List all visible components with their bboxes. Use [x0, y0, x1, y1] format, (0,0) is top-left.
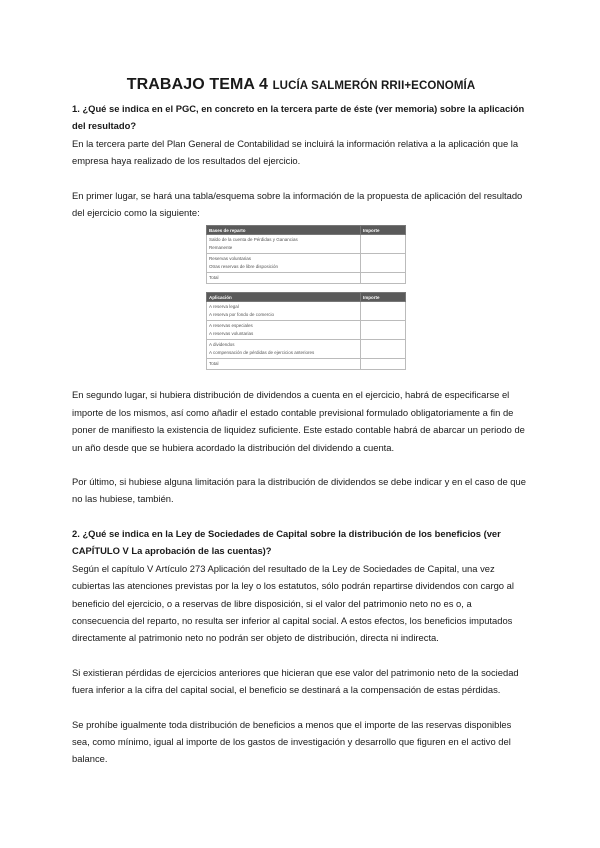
table-row: [207, 340, 406, 359]
table1-header-0: Bases de reparto: [207, 226, 361, 235]
table-row: [207, 254, 406, 273]
q1-paragraph-1: En la tercera parte del Plan General de Contabilidad se incluirá la información relativa a la aplicación que la empresa haya realizado de los resultados del ejercicio.: [72, 137, 519, 167]
q1-paragraph-2: En primer lugar, se hará una tabla/esquema sobre la información de la propuesta de aplicación del resultado del ejercicio como la siguiente:: [72, 189, 523, 219]
table2-cell: A reserva por fondo de comercio: [209, 312, 275, 318]
question-2-number: 2.: [72, 527, 80, 539]
question-1: [72, 100, 530, 135]
question-2-text: ¿Qué se indica en la Ley de Sociedades de Capital sobre la distribución de los beneficios (ver CAPÍTULO V La aprobación de las cuentas)?: [72, 527, 501, 557]
q1-paragraph-4: Por último, si hubiese alguna limitación para la distribución de dividendos se debe indicar y en el caso de que no las hubiese, también.: [72, 476, 526, 505]
table1-cell: Reservas voluntarias: [209, 256, 252, 262]
question-2: [72, 525, 530, 560]
table2-header-1: Importe: [361, 293, 406, 302]
table-row: [207, 321, 406, 340]
figure-tables: [206, 225, 406, 370]
table-row: [207, 302, 406, 321]
table2-cell: A compensación de pérdidas de ejercicios anteriores: [209, 350, 315, 356]
question-1-number: 1.: [72, 103, 80, 114]
table1-cell: Saldo de la cuenta de Pérdidas y Ganancias: [209, 237, 298, 243]
table2-total: Total: [209, 361, 219, 367]
table-aplicacion: [206, 292, 406, 370]
q2-paragraph-1: Según el capítulo V Artículo 273 Aplicación del resultado de la Ley de Sociedades de Capital, una vez cubiertas las atenciones previstas por la ley o los estatutos, sólo podrán repartirse dividendos con cargo al beneficio del ejercicio, o a reservas de libre disposición, si el valor del patrimonio neto no es o, a consecuencia del reparto, no resulta ser inferior al capital social. A estos efectos, los beneficios imputados directamente al patrimonio neto no podrán ser objeto de distribución, directa ni indirecta.: [72, 562, 514, 644]
table1-header-1: Importe: [361, 226, 406, 235]
table1-cell: Otras reservas de libre disposición: [209, 264, 279, 270]
table-row: [207, 273, 406, 284]
table2-cell: A reservas especiales: [209, 323, 253, 329]
table2-cell: A reserva legal: [209, 304, 239, 310]
document-page: [72, 76, 530, 768]
document-title: [72, 76, 530, 94]
table-bases-reparto: [206, 225, 406, 284]
table1-total: Total: [209, 275, 219, 281]
table1-cell: Remanente: [209, 245, 233, 251]
title-author: LUCÍA SALMERÓN RRII+ECONOMÍA: [272, 80, 476, 92]
table2-cell: A reservas voluntarias: [209, 331, 254, 337]
table2-header-0: Aplicación: [207, 293, 361, 302]
table2-cell: A dividendos: [209, 342, 235, 348]
table-row: [207, 235, 406, 254]
q1-paragraph-3: En segundo lugar, si hubiera distribución de dividendos a cuenta en el ejercicio, habrá de especificarse el importe de los mismos, así como añadir el estado contable previsional formulado obligatoriamente a fin de poner de manifiesto la existencia de liquidez suficiente. Este estado contable habrá de abarcar un periodo de un año desde que se hubiera acordado la distribución del dividendo a cuenta.: [72, 389, 525, 453]
question-1-text: ¿Qué se indica en el PGC, en concreto en la tercera parte de éste (ver memoria) sobre la aplicación del resultado?: [72, 103, 525, 132]
q2-paragraph-2: Si existieran pérdidas de ejercicios anteriores que hicieran que ese valor del patrimonio neto de la sociedad fuera inferior a la cifra del capital social, el beneficio se destinará a la compensación de estas pérdidas.: [72, 666, 519, 696]
q2-paragraph-3: Se prohíbe igualmente toda distribución de beneficios a menos que el importe de las reservas disponibles sea, como mínimo, igual al importe de los gastos de investigación y desarrollo que figuren en el activo del balance.: [72, 718, 512, 765]
title-main: TRABAJO TEMA 4: [126, 76, 269, 93]
table-row: [207, 359, 406, 370]
